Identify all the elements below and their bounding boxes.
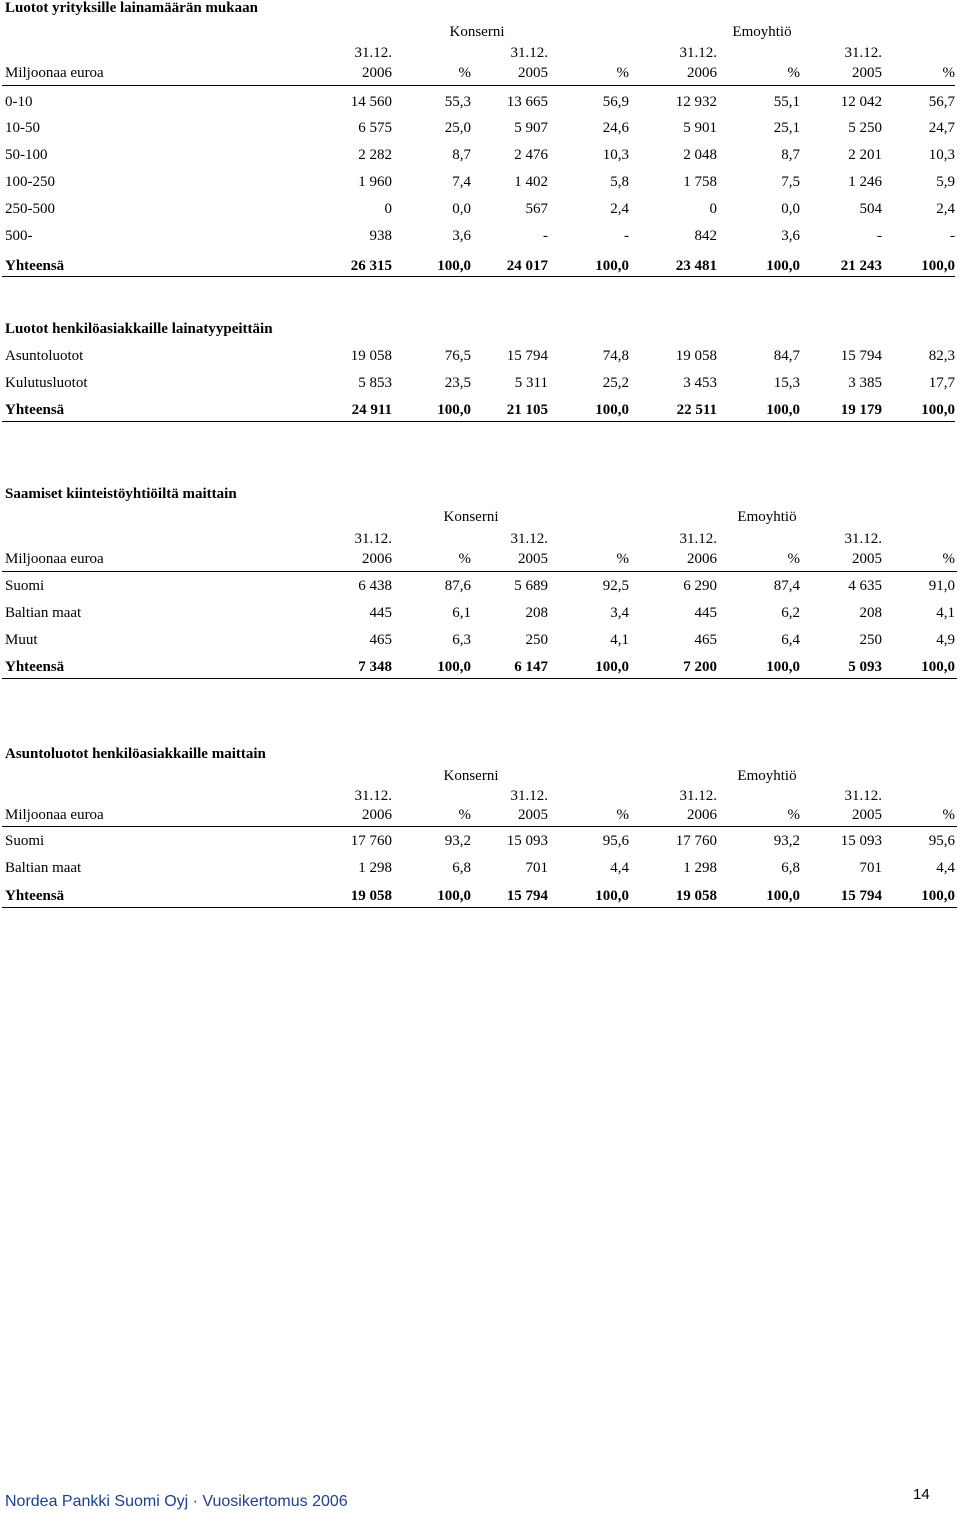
table-cell: 842 [694,228,717,244]
table-cell: 74,8 [602,348,629,364]
column-header: 2005 [852,551,882,567]
table-cell: 445 [369,605,392,621]
table-cell: 701 [859,860,882,876]
table-cell: - [950,228,955,244]
table-cell: 7,5 [781,174,800,190]
table-cell: 4,4 [610,860,629,876]
table-cell: 24,6 [602,120,629,136]
table-cell: 0,0 [781,201,800,217]
table-cell: 567 [525,201,548,217]
column-date-prefix: 31.12. [510,531,548,547]
column-group-label: Emoyhtiö [737,768,797,784]
table-cell: 5 250 [848,120,882,136]
column-header: % [458,65,471,81]
column-date-prefix: 31.12. [844,531,882,547]
header-rule [2,85,955,86]
table-cell: - [543,228,548,244]
table-cell: 82,3 [928,348,955,364]
column-header: % [458,551,471,567]
table-cell: 25,1 [773,120,800,136]
table-cell: 5 853 [358,375,392,391]
column-header: 2006 [362,65,392,81]
table-cell: 6,3 [452,632,471,648]
table-cell: 4,1 [936,605,955,621]
table-cell: 1 758 [683,174,717,190]
table-cell: 95,6 [602,833,629,849]
table-cell: 6 290 [683,578,717,594]
table-cell: 91,0 [928,578,955,594]
column-header: % [787,65,800,81]
table-cell: 15 794 [840,348,882,364]
column-date-prefix: 31.12. [679,788,717,804]
table-cell: 15 794 [506,348,548,364]
total-row-label: Yhteensä [5,888,65,904]
table-cell: 5 901 [683,120,717,136]
total-cell: 19 058 [350,888,392,904]
table-row-label: Suomi [5,578,45,594]
column-date-prefix: 31.12. [844,788,882,804]
table-cell: 2 048 [683,147,717,163]
total-cell: 100,0 [595,659,629,675]
table-cell: 17 760 [675,833,717,849]
table-cell: 84,7 [773,348,800,364]
table-cell: 2 476 [514,147,548,163]
total-row-label: Yhteensä [5,659,65,675]
table-cell: 465 [694,632,717,648]
column-header: % [787,807,800,823]
total-cell: 100,0 [437,888,471,904]
column-date-prefix: 31.12. [354,788,392,804]
total-cell: 100,0 [437,659,471,675]
table-cell: 14 560 [350,94,392,110]
table-cell: 6,1 [452,605,471,621]
table-cell: 208 [859,605,882,621]
footer-text: Nordea Pankki Suomi Oyj · Vuosikertomus 2006 [5,1493,348,1510]
column-header: 2006 [687,65,717,81]
table-title: Luotot yrityksille lainamäärän mukaan [5,0,258,16]
column-header: % [616,551,629,567]
total-cell: 24 017 [506,258,548,274]
table-cell: 76,5 [444,348,471,364]
column-date-prefix: 31.12. [679,531,717,547]
table-cell: 6,4 [781,632,800,648]
page-number: 14 [913,1486,930,1503]
column-header: 2005 [518,807,548,823]
total-rule [2,678,957,679]
total-cell: 21 105 [506,402,548,418]
table-cell: - [877,228,882,244]
column-header: 2005 [518,65,548,81]
total-cell: 19 058 [675,888,717,904]
table-cell: 87,4 [773,578,800,594]
table-cell: 4,1 [610,632,629,648]
column-group-label: Emoyhtiö [732,24,792,40]
total-cell: 100,0 [921,888,955,904]
column-date-prefix: 31.12. [354,531,392,547]
table-cell: - [624,228,629,244]
table-cell: 87,6 [444,578,471,594]
column-header: % [616,807,629,823]
column-header: 2006 [362,551,392,567]
table-cell: 10,3 [928,147,955,163]
table-row-label: 100-250 [5,174,55,190]
total-cell: 21 243 [840,258,882,274]
column-group-label: Konserni [443,509,499,525]
total-cell: 100,0 [921,402,955,418]
total-cell: 15 794 [506,888,548,904]
table-cell: 10,3 [602,147,629,163]
column-date-prefix: 31.12. [510,45,548,61]
total-cell: 100,0 [921,258,955,274]
table-cell: 3 385 [848,375,882,391]
total-cell: 7 200 [683,659,717,675]
table-cell: 2 282 [358,147,392,163]
table-cell: 5 689 [514,578,548,594]
table-cell: 19 058 [675,348,717,364]
table-cell: 0 [384,201,392,217]
table-row-label: Baltian maat [5,860,82,876]
total-rule [2,907,957,908]
table-cell: 0 [709,201,717,217]
table-cell: 1 402 [514,174,548,190]
table-cell: 445 [694,605,717,621]
table-cell: 12 932 [675,94,717,110]
column-header: % [616,65,629,81]
table-cell: 6 438 [358,578,392,594]
table-row-label: Suomi [5,833,45,849]
table-cell: 3,6 [781,228,800,244]
table-row-label: 500- [5,228,33,244]
table-cell: 12 042 [840,94,882,110]
table-cell: 5 311 [514,375,548,391]
table-cell: 465 [369,632,392,648]
column-header: % [458,807,471,823]
header-label: Miljoonaa euroa [5,807,104,823]
column-header: 2005 [852,65,882,81]
column-header: % [942,551,955,567]
total-rule [2,421,955,422]
total-cell: 22 511 [676,402,717,418]
table-cell: 3 453 [683,375,717,391]
table-cell: 701 [525,860,548,876]
header-rule [2,826,957,827]
table-cell: 6,8 [452,860,471,876]
table-cell: 13 665 [506,94,548,110]
table-cell: 92,5 [602,578,629,594]
table-cell: 15,3 [773,375,800,391]
header-label: Miljoonaa euroa [5,65,104,81]
table-cell: 17,7 [928,375,955,391]
table-cell: 3,4 [610,605,629,621]
total-cell: 23 481 [675,258,717,274]
table-title: Luotot henkilöasiakkaille lainatyypeittäin [5,321,273,337]
table-cell: 2,4 [610,201,629,217]
table-cell: 8,7 [781,147,800,163]
table-row-label: 250-500 [5,201,55,217]
table-cell: 1 960 [358,174,392,190]
table-cell: 56,9 [602,94,629,110]
column-date-prefix: 31.12. [354,45,392,61]
table-cell: 15 093 [506,833,548,849]
table-cell: 2 201 [848,147,882,163]
table-cell: 7,4 [452,174,471,190]
table-cell: 3,6 [452,228,471,244]
column-group-label: Konserni [449,24,505,40]
table-cell: 25,2 [602,375,629,391]
header-label: Miljoonaa euroa [5,551,104,567]
total-cell: 100,0 [595,888,629,904]
column-header: 2005 [852,807,882,823]
table-row-label: 50-100 [5,147,48,163]
table-cell: 15 093 [840,833,882,849]
table-cell: 95,6 [928,833,955,849]
table-row-label: Kulutusluotot [5,375,88,391]
column-header: % [942,807,955,823]
column-header: 2006 [687,551,717,567]
table-cell: 25,0 [444,120,471,136]
table-title: Saamiset kiinteistöyhtiöiltä maittain [5,486,237,502]
table-cell: 504 [859,201,882,217]
total-cell: 100,0 [766,402,800,418]
column-date-prefix: 31.12. [844,45,882,61]
table-cell: 250 [859,632,882,648]
table-cell: 5 907 [514,120,548,136]
header-rule [2,571,957,572]
total-cell: 24 911 [351,402,392,418]
column-header: 2006 [362,807,392,823]
table-title: Asuntoluotot henkilöasiakkaille maittain [5,746,266,762]
total-cell: 5 093 [848,659,882,675]
total-cell: 100,0 [766,888,800,904]
column-header: % [942,65,955,81]
column-date-prefix: 31.12. [679,45,717,61]
column-header: 2006 [687,807,717,823]
table-cell: 250 [525,632,548,648]
table-cell: 6,8 [781,860,800,876]
table-row-label: Baltian maat [5,605,82,621]
table-cell: 55,1 [773,94,800,110]
table-cell: 6,2 [781,605,800,621]
table-cell: 4 635 [848,578,882,594]
table-cell: 55,3 [444,94,471,110]
column-group-label: Emoyhtiö [737,509,797,525]
table-cell: 4,4 [936,860,955,876]
total-cell: 7 348 [358,659,392,675]
table-cell: 23,5 [444,375,471,391]
total-cell: 100,0 [437,258,471,274]
table-cell: 6 575 [358,120,392,136]
table-cell: 4,9 [936,632,955,648]
total-cell: 15 794 [840,888,882,904]
table-cell: 0,0 [452,201,471,217]
table-cell: 1 298 [358,860,392,876]
table-row-label: 0-10 [5,94,33,110]
table-cell: 56,7 [928,94,955,110]
table-cell: 19 058 [350,348,392,364]
total-cell: 26 315 [350,258,392,274]
column-header: 2005 [518,551,548,567]
total-cell: 6 147 [514,659,548,675]
table-row-label: Asuntoluotot [5,348,84,364]
table-cell: 93,2 [773,833,800,849]
column-date-prefix: 31.12. [510,788,548,804]
table-cell: 93,2 [444,833,471,849]
table-cell: 24,7 [928,120,955,136]
table-cell: 1 298 [683,860,717,876]
table-cell: 938 [369,228,392,244]
column-group-label: Konserni [443,768,499,784]
table-row-label: 10-50 [5,120,40,136]
table-cell: 1 246 [848,174,882,190]
total-row-label: Yhteensä [5,258,65,274]
table-cell: 5,8 [610,174,629,190]
table-cell: 2,4 [936,201,955,217]
table-cell: 17 760 [350,833,392,849]
total-cell: 100,0 [766,258,800,274]
table-row-label: Muut [5,632,38,648]
total-rule [2,276,955,277]
total-cell: 100,0 [595,402,629,418]
total-cell: 19 179 [840,402,882,418]
table-cell: 208 [525,605,548,621]
total-cell: 100,0 [595,258,629,274]
total-row-label: Yhteensä [5,402,65,418]
total-cell: 100,0 [766,659,800,675]
table-cell: 8,7 [452,147,471,163]
total-cell: 100,0 [921,659,955,675]
total-cell: 100,0 [437,402,471,418]
column-header: % [787,551,800,567]
table-cell: 5,9 [936,174,955,190]
